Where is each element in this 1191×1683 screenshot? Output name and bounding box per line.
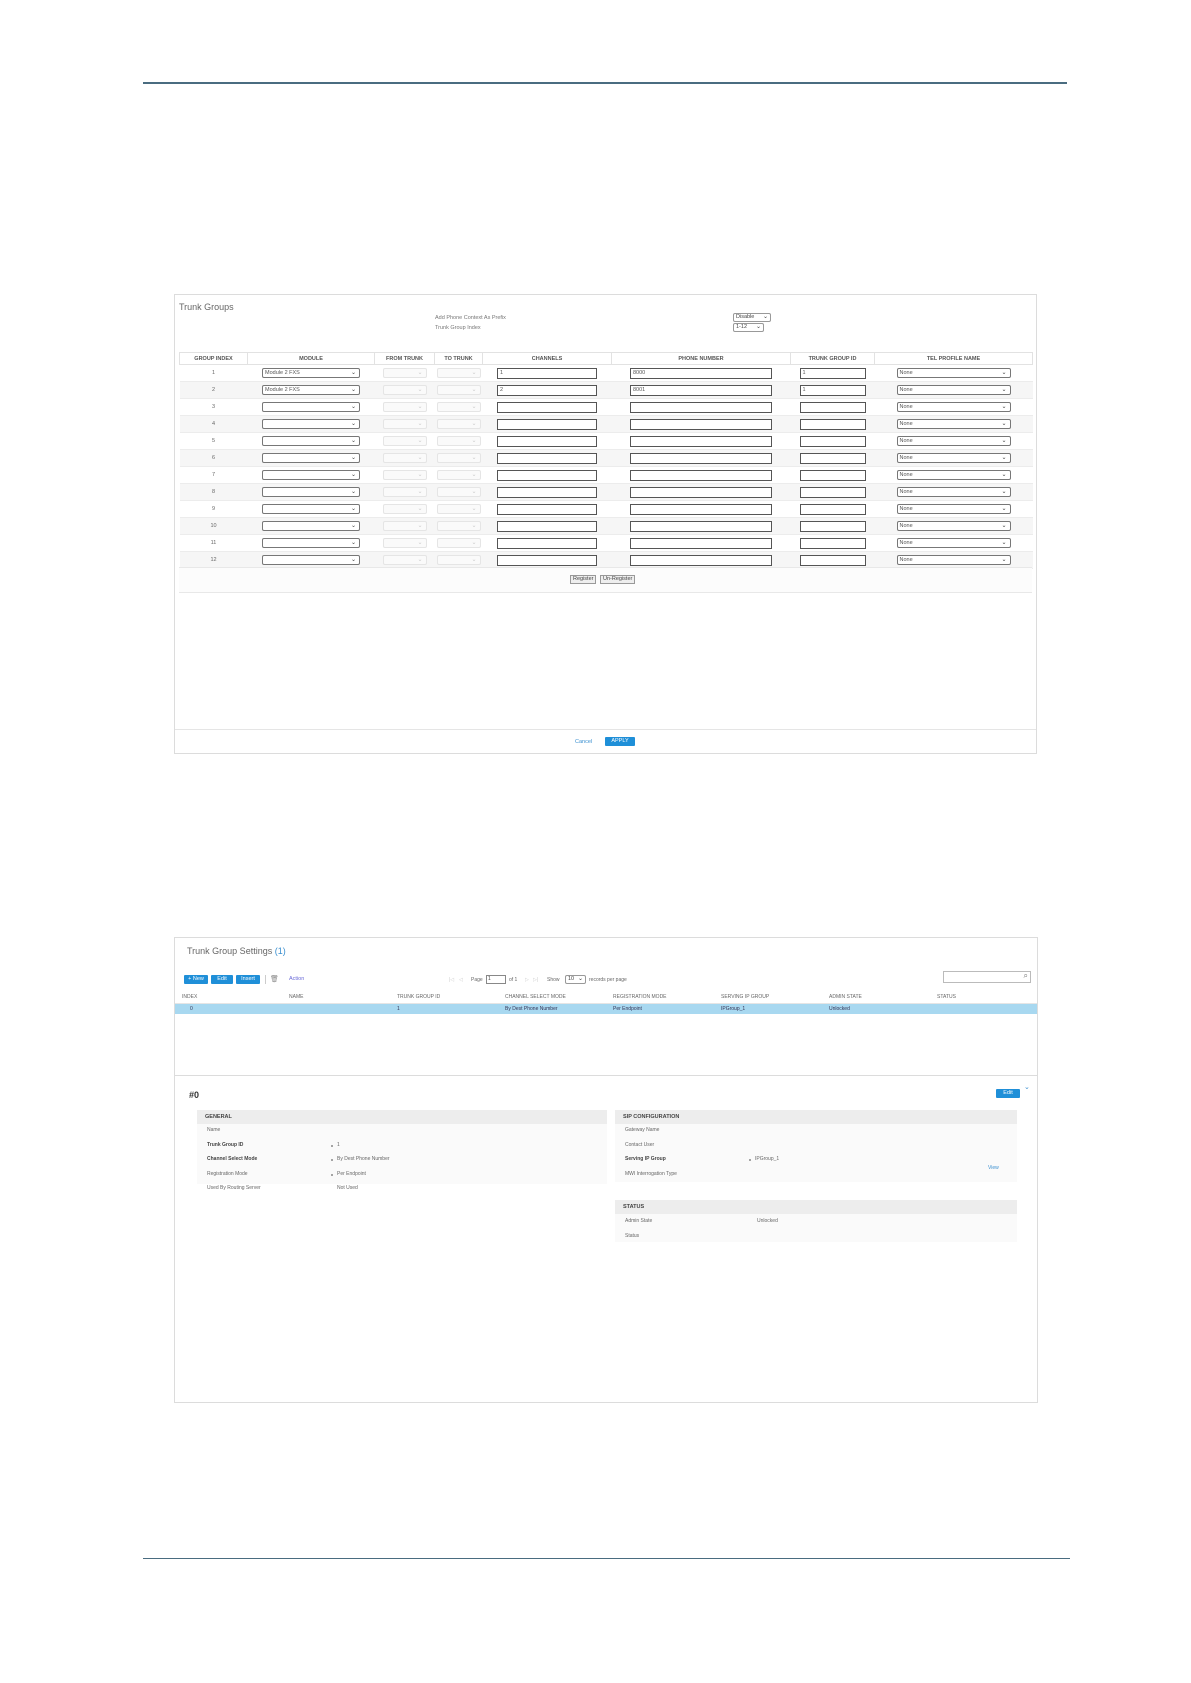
field-label: Status bbox=[625, 1232, 640, 1239]
group-index-cell: 10 bbox=[180, 518, 248, 535]
group-index-cell: 3 bbox=[180, 399, 248, 416]
to-trunk-select bbox=[437, 555, 481, 565]
tel-profile-select[interactable]: None ⌄ bbox=[897, 419, 1011, 429]
col-serving-ip-group[interactable]: SERVING IP GROUP bbox=[721, 994, 770, 1000]
group-index-cell: 7 bbox=[180, 467, 248, 484]
index-cell: 0 bbox=[190, 1006, 193, 1012]
show-label: Show bbox=[547, 977, 560, 983]
chevron-down-icon: ⌄ bbox=[471, 404, 477, 410]
field-label: Used By Routing Server bbox=[207, 1185, 261, 1191]
chevron-down-icon: ⌄ bbox=[1001, 370, 1007, 376]
chevron-down-icon: ⌄ bbox=[1001, 506, 1007, 512]
tel-profile-select[interactable]: None ⌄ bbox=[897, 538, 1011, 548]
from-trunk-select bbox=[383, 419, 427, 429]
phone-number-input[interactable] bbox=[630, 555, 772, 566]
group-index-cell: 12 bbox=[180, 552, 248, 569]
group-index-cell: 1 bbox=[180, 365, 248, 382]
status-section-body bbox=[615, 1214, 1017, 1242]
unregister-button[interactable]: Un-Register bbox=[600, 575, 635, 584]
module-select[interactable] bbox=[262, 402, 360, 412]
chevron-down-icon: ⌄ bbox=[1001, 387, 1007, 393]
module-select[interactable] bbox=[262, 470, 360, 480]
phone-number-input[interactable] bbox=[630, 504, 772, 515]
panel-title: Trunk Groups bbox=[179, 302, 234, 312]
channels-input[interactable] bbox=[497, 419, 597, 430]
phone-number-input[interactable]: 8000 bbox=[630, 368, 772, 379]
table-row bbox=[180, 467, 1033, 484]
field-label: Trunk Group ID bbox=[207, 1141, 244, 1148]
group-index-cell: 8 bbox=[180, 484, 248, 501]
add-phone-context-label: Add Phone Context As Prefix bbox=[435, 315, 506, 321]
tel-profile-select[interactable]: None ⌄ bbox=[897, 555, 1011, 565]
to-trunk-select bbox=[437, 419, 481, 429]
trunk-group-id-input[interactable] bbox=[800, 470, 866, 481]
trunk-group-id-input[interactable]: 1 bbox=[800, 385, 866, 396]
table-row bbox=[180, 399, 1033, 416]
table-row bbox=[180, 484, 1033, 501]
view-ip-group-link[interactable]: View bbox=[988, 1165, 999, 1171]
from-trunk-select bbox=[383, 538, 427, 548]
trunk-group-id-input[interactable] bbox=[800, 521, 866, 532]
chevron-down-icon: ⌄ bbox=[350, 387, 356, 393]
channels-input[interactable] bbox=[497, 555, 597, 566]
to-trunk-select bbox=[437, 487, 481, 497]
registration-mode-cell: Per Endpoint bbox=[613, 1006, 642, 1012]
col-registration-mode[interactable]: REGISTRATION MODE bbox=[613, 994, 667, 1000]
field-label: Name bbox=[207, 1127, 221, 1133]
record-count: (1) bbox=[274, 946, 286, 956]
channels-input[interactable]: 2 bbox=[497, 385, 597, 396]
trunk-group-id-input[interactable] bbox=[800, 555, 866, 566]
group-index-cell: 9 bbox=[180, 501, 248, 518]
chevron-down-icon: ⌄ bbox=[1001, 540, 1007, 546]
edit-button[interactable]: Edit bbox=[211, 975, 233, 984]
tel-profile-select[interactable]: None ⌄ bbox=[897, 453, 1011, 463]
group-index-cell: 4 bbox=[180, 416, 248, 433]
detail-heading: #0 bbox=[189, 1090, 200, 1100]
chevron-down-icon: ⌄ bbox=[417, 557, 423, 563]
phone-number-input[interactable] bbox=[630, 419, 772, 430]
toolbar-divider bbox=[265, 975, 266, 984]
phone-number-input[interactable] bbox=[630, 470, 772, 481]
chevron-down-icon: ⌄ bbox=[1001, 421, 1007, 427]
module-select[interactable] bbox=[262, 521, 360, 531]
module-select[interactable]: Module 2 FXS ⌄ bbox=[262, 368, 360, 378]
top-rule bbox=[143, 82, 1067, 84]
chevron-down-icon: ⌄ bbox=[417, 404, 423, 410]
phone-number-input[interactable] bbox=[630, 402, 772, 413]
from-trunk-select bbox=[383, 453, 427, 463]
collapse-chevron-icon[interactable]: ⌄ bbox=[1024, 1084, 1030, 1091]
to-trunk-select bbox=[437, 538, 481, 548]
chevron-down-icon: ⌄ bbox=[577, 976, 583, 982]
trunk-group-id-input[interactable] bbox=[800, 538, 866, 549]
trunk-group-settings-panel bbox=[174, 937, 1038, 1403]
new-button[interactable]: + New bbox=[184, 975, 208, 984]
chevron-down-icon: ⌄ bbox=[350, 438, 356, 444]
trunk-group-id-input[interactable] bbox=[800, 419, 866, 430]
channel-select-mode-cell: By Dest Phone Number bbox=[505, 1006, 558, 1012]
trunk-group-id-input[interactable] bbox=[800, 487, 866, 498]
detail-edit-button[interactable]: Edit bbox=[996, 1089, 1020, 1098]
col-channels: CHANNELS bbox=[483, 353, 612, 365]
table-row bbox=[180, 433, 1033, 450]
module-select[interactable]: Module 2 FXS ⌄ bbox=[262, 385, 360, 395]
from-trunk-select bbox=[383, 470, 427, 480]
chevron-down-icon: ⌄ bbox=[471, 506, 477, 512]
channels-input[interactable] bbox=[497, 402, 597, 413]
trunk-group-id-input[interactable]: 1 bbox=[800, 368, 866, 379]
col-to-trunk: TO TRUNK bbox=[435, 353, 483, 365]
bullet-icon bbox=[749, 1159, 751, 1161]
phone-number-input[interactable]: 8001 bbox=[630, 385, 772, 396]
field-label: Registration Mode bbox=[207, 1170, 248, 1177]
col-phone-number: PHONE NUMBER bbox=[612, 353, 791, 365]
phone-number-input[interactable] bbox=[630, 521, 772, 532]
last-page-icon[interactable]: ▷| bbox=[533, 977, 539, 983]
col-index[interactable]: INDEX bbox=[182, 994, 198, 1000]
insert-button[interactable]: Insert bbox=[236, 975, 260, 984]
to-trunk-select bbox=[437, 436, 481, 446]
table-row[interactable] bbox=[175, 1004, 1037, 1014]
trunk-group-id-cell: 1 bbox=[397, 1006, 400, 1012]
from-trunk-select bbox=[383, 487, 427, 497]
group-index-cell: 2 bbox=[180, 382, 248, 399]
table-row bbox=[180, 518, 1033, 535]
apply-button[interactable]: APPLY bbox=[605, 737, 635, 746]
detail-divider bbox=[175, 1075, 1037, 1076]
from-trunk-select bbox=[383, 555, 427, 565]
table-row bbox=[180, 365, 1033, 382]
table-row bbox=[180, 501, 1033, 518]
table-header-row bbox=[180, 353, 1033, 365]
list-header bbox=[175, 992, 1037, 1004]
chevron-down-icon: ⌄ bbox=[350, 557, 356, 563]
phone-number-input[interactable] bbox=[630, 538, 772, 549]
col-module: MODULE bbox=[248, 353, 375, 365]
channels-input[interactable]: 1 bbox=[497, 368, 597, 379]
page-input[interactable]: 1 bbox=[486, 975, 506, 984]
cancel-link[interactable]: Cancel bbox=[575, 739, 593, 745]
group-index-cell: 11 bbox=[180, 535, 248, 552]
col-name[interactable]: NAME bbox=[289, 994, 304, 1000]
search-input[interactable] bbox=[943, 971, 1031, 983]
chevron-down-icon: ⌄ bbox=[471, 421, 477, 427]
chevron-down-icon: ⌄ bbox=[1001, 523, 1007, 529]
field-label: Channel Select Mode bbox=[207, 1156, 258, 1162]
chevron-down-icon: ⌄ bbox=[350, 421, 356, 427]
search-icon: ⌕ bbox=[1023, 971, 1028, 980]
field-label: Contact User bbox=[625, 1141, 655, 1148]
col-group-index: GROUP INDEX bbox=[180, 353, 248, 365]
to-trunk-select bbox=[437, 368, 481, 378]
chevron-down-icon: ⌄ bbox=[417, 438, 423, 444]
table-row bbox=[180, 552, 1033, 569]
field-label: Serving IP Group bbox=[625, 1156, 666, 1162]
to-trunk-select bbox=[437, 385, 481, 395]
field-value: By Dest Phone Number bbox=[337, 1156, 390, 1162]
chevron-down-icon: ⌄ bbox=[1001, 557, 1007, 563]
chevron-down-icon: ⌄ bbox=[1001, 472, 1007, 478]
to-trunk-select bbox=[437, 504, 481, 514]
trunk-group-index-label: Trunk Group Index bbox=[435, 325, 481, 331]
general-section-header: GENERAL bbox=[197, 1110, 607, 1124]
chevron-down-icon: ⌄ bbox=[1001, 438, 1007, 444]
from-trunk-select bbox=[383, 504, 427, 514]
chevron-down-icon: ⌄ bbox=[1001, 489, 1007, 495]
chevron-down-icon: ⌄ bbox=[417, 455, 423, 461]
bullet-icon bbox=[331, 1159, 333, 1161]
chevron-down-icon: ⌄ bbox=[417, 421, 423, 427]
col-from-trunk: FROM TRUNK bbox=[375, 353, 435, 365]
add-phone-context-select[interactable]: Disable ⌄ bbox=[733, 313, 771, 322]
tel-profile-select[interactable]: None ⌄ bbox=[897, 402, 1011, 412]
channels-input[interactable] bbox=[497, 436, 597, 447]
chevron-down-icon: ⌄ bbox=[417, 489, 423, 495]
col-status[interactable]: STATUS bbox=[937, 994, 956, 1000]
chevron-down-icon: ⌄ bbox=[417, 506, 423, 512]
sip-config-section-header: SIP CONFIGURATION bbox=[615, 1110, 1017, 1124]
tel-profile-select[interactable]: None ⌄ bbox=[897, 470, 1011, 480]
from-trunk-select bbox=[383, 402, 427, 412]
trunk-group-id-input[interactable] bbox=[800, 453, 866, 464]
tel-profile-select[interactable]: None ⌄ bbox=[897, 521, 1011, 531]
phone-number-input[interactable] bbox=[630, 436, 772, 447]
chevron-down-icon: ⌄ bbox=[350, 472, 356, 478]
field-value: 1 bbox=[337, 1141, 340, 1148]
first-page-icon[interactable]: |◁ bbox=[449, 977, 455, 983]
bottom-rule bbox=[143, 1558, 1070, 1559]
bullet-icon bbox=[331, 1174, 333, 1176]
group-index-cell: 6 bbox=[180, 450, 248, 467]
trunk-group-id-input[interactable] bbox=[800, 402, 866, 413]
col-admin-state[interactable]: ADMIN STATE bbox=[829, 994, 862, 1000]
tel-profile-select[interactable]: None ⌄ bbox=[897, 368, 1011, 378]
col-trunk-group-id[interactable]: TRUNK GROUP ID bbox=[397, 994, 441, 1000]
register-button[interactable]: Register bbox=[570, 575, 596, 584]
tel-profile-select[interactable]: None ⌄ bbox=[897, 504, 1011, 514]
chevron-down-icon: ⌄ bbox=[350, 506, 356, 512]
col-tel-profile-name: TEL PROFILE NAME bbox=[875, 353, 1033, 365]
to-trunk-select bbox=[437, 453, 481, 463]
module-select[interactable] bbox=[262, 436, 360, 446]
module-select[interactable] bbox=[262, 555, 360, 565]
field-value: Unlocked bbox=[757, 1218, 778, 1224]
to-trunk-select bbox=[437, 521, 481, 531]
phone-number-input[interactable] bbox=[630, 487, 772, 498]
table-row bbox=[180, 535, 1033, 552]
chevron-down-icon: ⌄ bbox=[471, 540, 477, 546]
channels-input[interactable] bbox=[497, 538, 597, 549]
chevron-down-icon: ⌄ bbox=[471, 438, 477, 444]
page-label: Page bbox=[471, 977, 483, 983]
serving-ip-group-cell: IPGroup_1 bbox=[721, 1006, 746, 1012]
records-per-page-label: records per page bbox=[589, 977, 627, 983]
channels-input[interactable] bbox=[497, 470, 597, 481]
channels-input[interactable] bbox=[497, 487, 597, 498]
field-label: Gateway Name bbox=[625, 1127, 660, 1133]
channels-input[interactable] bbox=[497, 504, 597, 515]
trunk-group-id-input[interactable] bbox=[800, 436, 866, 447]
from-trunk-select bbox=[383, 521, 427, 531]
trunk-groups-panel bbox=[174, 294, 1037, 754]
chevron-down-icon: ⌄ bbox=[350, 489, 356, 495]
apply-footer bbox=[175, 729, 1036, 730]
chevron-down-icon: ⌄ bbox=[350, 455, 356, 461]
tel-profile-select[interactable]: None ⌄ bbox=[897, 436, 1011, 446]
chevron-down-icon: ⌄ bbox=[762, 314, 768, 320]
chevron-down-icon: ⌄ bbox=[1001, 404, 1007, 410]
col-trunk-group-id: TRUNK GROUP ID bbox=[791, 353, 875, 365]
module-select[interactable] bbox=[262, 487, 360, 497]
trunk-group-index-select[interactable]: 1-12 ⌄ bbox=[733, 323, 764, 332]
chevron-down-icon: ⌄ bbox=[350, 370, 356, 376]
chevron-down-icon: ⌄ bbox=[350, 404, 356, 410]
chevron-down-icon: ⌄ bbox=[471, 472, 477, 478]
trash-icon[interactable]: 🗑 bbox=[270, 976, 279, 983]
next-page-icon[interactable]: ▷ bbox=[525, 977, 529, 983]
prev-page-icon[interactable]: ◁ bbox=[459, 977, 463, 983]
field-value: Per Endpoint bbox=[337, 1170, 366, 1177]
admin-state-cell: Unlocked bbox=[829, 1006, 850, 1012]
group-index-cell: 5 bbox=[180, 433, 248, 450]
module-select[interactable] bbox=[262, 453, 360, 463]
channels-input[interactable] bbox=[497, 453, 597, 464]
table-row bbox=[180, 416, 1033, 433]
general-section-body bbox=[197, 1124, 607, 1184]
page-of-label: of 1 bbox=[509, 977, 518, 983]
field-label: MWI Interrogation Type bbox=[625, 1170, 677, 1177]
table-row bbox=[180, 382, 1033, 399]
tel-profile-select[interactable]: None ⌄ bbox=[897, 385, 1011, 395]
bullet-icon bbox=[331, 1145, 333, 1147]
field-label: Admin State bbox=[625, 1218, 653, 1224]
chevron-down-icon: ⌄ bbox=[417, 523, 423, 529]
action-menu[interactable]: Action bbox=[289, 976, 305, 982]
records-per-page-select[interactable]: 10 ⌄ bbox=[565, 975, 586, 984]
module-select[interactable] bbox=[262, 504, 360, 514]
chevron-down-icon: ⌄ bbox=[350, 523, 356, 529]
panel-title: Trunk Group Settings (1) bbox=[187, 946, 286, 956]
to-trunk-select bbox=[437, 470, 481, 480]
chevron-down-icon: ⌄ bbox=[350, 540, 356, 546]
chevron-down-icon: ⌄ bbox=[471, 455, 477, 461]
table-row bbox=[180, 450, 1033, 467]
chevron-down-icon: ⌄ bbox=[471, 557, 477, 563]
from-trunk-select bbox=[383, 385, 427, 395]
chevron-down-icon: ⌄ bbox=[471, 489, 477, 495]
chevron-down-icon: ⌄ bbox=[417, 472, 423, 478]
trunk-group-id-input[interactable] bbox=[800, 504, 866, 515]
from-trunk-select bbox=[383, 368, 427, 378]
module-select[interactable] bbox=[262, 419, 360, 429]
field-value: IPGroup_1 bbox=[755, 1156, 780, 1162]
field-value: Not Used bbox=[337, 1185, 358, 1191]
tel-profile-select[interactable]: None ⌄ bbox=[897, 487, 1011, 497]
chevron-down-icon: ⌄ bbox=[417, 387, 423, 393]
chevron-down-icon: ⌄ bbox=[1001, 455, 1007, 461]
chevron-down-icon: ⌄ bbox=[471, 387, 477, 393]
chevron-down-icon: ⌄ bbox=[755, 324, 761, 330]
chevron-down-icon: ⌄ bbox=[471, 370, 477, 376]
from-trunk-select bbox=[383, 436, 427, 446]
status-section-header: STATUS bbox=[615, 1200, 1017, 1214]
module-select[interactable] bbox=[262, 538, 360, 548]
chevron-down-icon: ⌄ bbox=[471, 523, 477, 529]
trunk-groups-table bbox=[179, 352, 1033, 569]
chevron-down-icon: ⌄ bbox=[417, 370, 423, 376]
chevron-down-icon: ⌄ bbox=[417, 540, 423, 546]
phone-number-input[interactable] bbox=[630, 453, 772, 464]
channels-input[interactable] bbox=[497, 521, 597, 532]
col-channel-select-mode[interactable]: CHANNEL SELECT MODE bbox=[505, 994, 566, 1000]
to-trunk-select bbox=[437, 402, 481, 412]
